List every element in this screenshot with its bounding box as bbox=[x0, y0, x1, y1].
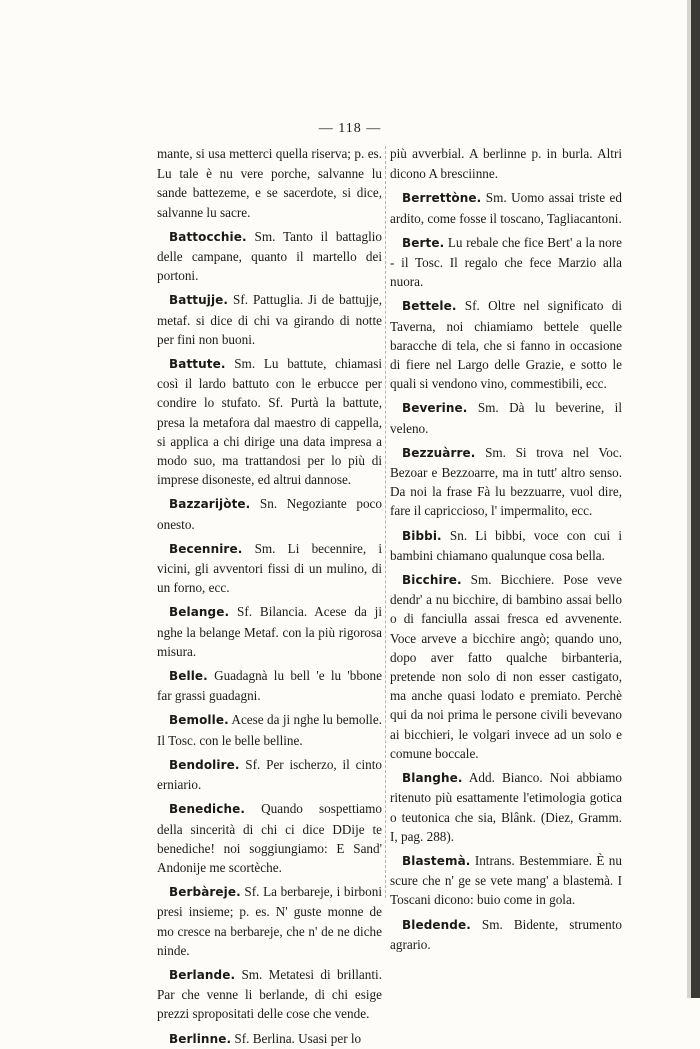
dictionary-entry bbox=[390, 144, 622, 183]
dictionary-entry bbox=[157, 755, 382, 794]
definition: Sm. Lu battute, chiamasi così il lardo battuto con le erbucce per condire lo stufato. Sf. Purtà la battute, presa la metafora dal maestro di cappella, si applica a chi dirige una data impresa a modo suo, ma trattandosi per lo più di imprese disoneste, ed altrui dannose. bbox=[157, 356, 382, 488]
dictionary-entry bbox=[157, 354, 382, 489]
dictionary-entry bbox=[390, 296, 622, 393]
headword: Berrettòne. bbox=[402, 191, 482, 206]
definition: Sf. Pattuglia. Ji de battujje, metaf. si dice di chi va girando di notte per fini non buoni. bbox=[157, 292, 382, 347]
dictionary-entry bbox=[157, 494, 382, 533]
headword: Bibbi. bbox=[402, 528, 442, 543]
headword: Bazzarijòte. bbox=[169, 497, 251, 512]
headword: Battujje. bbox=[169, 293, 229, 308]
headword: Battute. bbox=[169, 357, 226, 372]
dictionary-entry bbox=[390, 233, 622, 292]
definition: Guadagnà lu bell 'e lu 'bbone far grassi guadagni. bbox=[157, 668, 382, 704]
column-divider bbox=[385, 146, 386, 898]
headword: Berte. bbox=[402, 235, 445, 250]
headword: Blastemà. bbox=[402, 853, 471, 868]
definition: Sf. Berlina. Usasi per lo bbox=[231, 1030, 362, 1046]
headword: Benediche. bbox=[169, 802, 246, 817]
dictionary-entry bbox=[390, 398, 622, 437]
dictionary-entry bbox=[157, 965, 382, 1024]
definition: Sm. Si trova nel Voc. Bezoar e Bezzoarre, ma in tutt' altro senso. Da noi la frase Fà lu bezzuarre, vuol dire, fare il capriccioso, l' impermalito, ecc. bbox=[390, 444, 622, 519]
headword: Bettele. bbox=[402, 299, 457, 314]
headword: Blanghe. bbox=[402, 771, 463, 786]
dictionary-entry bbox=[390, 188, 622, 227]
dictionary-entry bbox=[390, 915, 622, 954]
left-column bbox=[157, 144, 382, 1049]
dictionary-entry bbox=[390, 851, 622, 910]
definition: Sm. Tanto il battaglio delle campane, quanto il martello dei portoni. bbox=[157, 228, 382, 284]
dictionary-entry bbox=[157, 144, 382, 222]
definition: Intrans. Bestemmiare. È nu scure che n' ge se vete mang' a blastemà. I Toscani dicono: buio come in gola. bbox=[390, 852, 622, 908]
definition: Sm. Bicchiere. Pose veve dendr' a nu bicchire, di bambino assai bello o di fanciulla assai fresca ed avvenente. Voce arveve a bicchire angò; quando uno, dopo aver fatto qualche birbanteria, pretende non solo di non esser castigato, ma anche quasi lodato e premiato. Perchè qui da noi prima le persone civili bevevano ai bicchieri, le volgari invece ad un solo e comune boccale. bbox=[390, 572, 622, 761]
definition: Sn. Negoziante poco onesto. bbox=[157, 496, 382, 532]
page-number: — 118 — bbox=[318, 121, 382, 136]
right-column bbox=[390, 144, 622, 954]
definition: Sm. Bidente, strumento agrario. bbox=[390, 916, 622, 952]
definition: Sm. Li becennire, i vicini, gli avventori fissi di un mulino, di un forno, ecc. bbox=[157, 540, 382, 596]
dictionary-entry bbox=[390, 443, 622, 521]
headword: Battocchie. bbox=[169, 229, 247, 244]
headword: Bemolle. bbox=[169, 713, 229, 728]
headword: Becennire. bbox=[169, 541, 243, 556]
definition: Sn. Li bibbi, voce con cui i bambini chiamano qualunque cosa bella. bbox=[390, 527, 622, 563]
definition: Sm. Uomo assai triste ed ardito, come fosse il toscano, Tagliacantoni. bbox=[390, 190, 622, 226]
dictionary-entry bbox=[390, 768, 622, 846]
dictionary-entry bbox=[157, 799, 382, 877]
scan-edge bbox=[691, 0, 700, 998]
definition: Sf. Per ischerzo, il cinto erniario. bbox=[157, 756, 382, 793]
headword: Beverine. bbox=[402, 401, 468, 416]
definition: Quando sospettiamo della sincerità di chi ci dice DDije te benediche! noi soggiungiamo: E Sand' Andonije me scortèche. bbox=[157, 801, 382, 875]
headword: Bendolire. bbox=[169, 757, 240, 772]
headword: Belange. bbox=[169, 605, 230, 620]
dictionary-entry bbox=[157, 710, 382, 749]
dictionary-entry bbox=[157, 227, 382, 286]
definition: Acese da ji nghe lu bemolle. Il Tosc. con le belle belline. bbox=[157, 712, 382, 748]
dictionary-entry bbox=[157, 602, 382, 661]
dictionary-entry bbox=[390, 570, 622, 763]
headword: Bicchire. bbox=[402, 573, 462, 588]
headword: Berlande. bbox=[169, 967, 236, 982]
dictionary-entry bbox=[157, 882, 382, 960]
dictionary-entry bbox=[157, 539, 382, 598]
headword: Bledende. bbox=[402, 917, 471, 932]
dictionary-entry bbox=[390, 526, 622, 565]
dictionary-entry bbox=[157, 666, 382, 705]
definition: Lu rebale che fice Bert' a la nore - il Tosc. Il regalo che fece Marzio alla nuora. bbox=[390, 234, 622, 290]
definition: Sf. Oltre nel significato di Taverna, noi chiamiamo bettele quelle baracche di tela, che si fanno in occasione di fiere nel Largo delle Grazie, e sotto le quali si vendono vino, commestibili, ecc. bbox=[390, 298, 622, 392]
headword: Berbàreje. bbox=[169, 885, 241, 900]
dictionary-entry bbox=[157, 1029, 382, 1049]
headword: Bezzuàrre. bbox=[402, 445, 476, 460]
definition: Sf. La berbareje, i birboni presi insieme; p. es. N' guste monne de mo cresce na berbareje, che n' de ne diche ninde. bbox=[157, 884, 382, 958]
definition: mante, si usa metterci quella riserva; p. es. Lu tale è nu vere porche, salvanne lu sande battezeme, e se sacerdote, si dice, salvanne lu sacre. bbox=[157, 146, 382, 220]
dictionary-entry bbox=[157, 290, 382, 349]
headword: Belle. bbox=[169, 669, 208, 684]
definition: Sm. Dà lu beverine, il veleno. bbox=[390, 400, 622, 436]
definition: Add. Bianco. Noi abbiamo ritenuto più esattamente l'etimologia gotica o teutonica che sia, Blânk. (Diez, Gramm. I, pag. 288). bbox=[390, 770, 622, 844]
definition: Sm. Metatesi di brillanti. Par che venne li berlande, di chi esige prezzi spropositati delle cose che vende. bbox=[157, 966, 382, 1022]
definition: più avverbial. A berlinne p. in burla. Altri dicono A bresciinne. bbox=[390, 146, 622, 182]
definition: Sf. Bilancia. Acese da ji nghe la belange Metaf. con la più rigorosa misura. bbox=[157, 604, 382, 659]
headword: Berlinne. bbox=[169, 1031, 232, 1046]
